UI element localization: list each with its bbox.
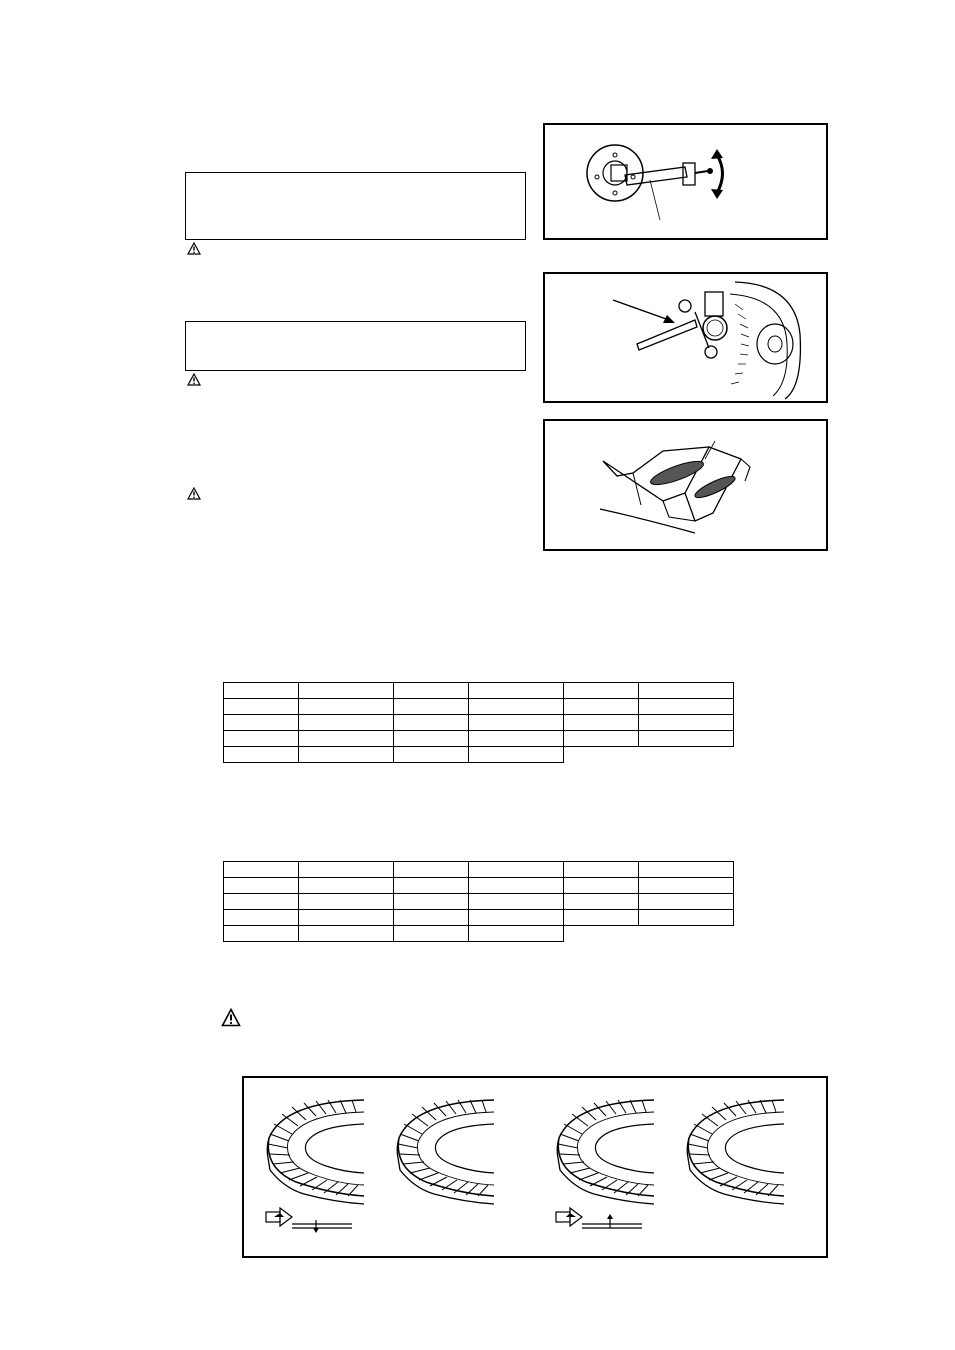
table-cell xyxy=(299,747,394,763)
table-cell xyxy=(564,699,639,715)
warning-triangle-icon xyxy=(221,1008,241,1027)
table-cell xyxy=(564,894,639,910)
table-cell xyxy=(394,699,469,715)
table-cell xyxy=(224,910,299,926)
table-cell xyxy=(224,878,299,894)
figure-tooth-contact xyxy=(543,419,828,551)
table-row xyxy=(224,894,734,910)
spec-table-1 xyxy=(223,682,734,763)
table-cell xyxy=(299,894,394,910)
table-cell xyxy=(469,910,564,926)
table-cell xyxy=(639,878,734,894)
table-cell xyxy=(224,683,299,699)
table-cell xyxy=(564,683,639,699)
table-cell xyxy=(299,862,394,878)
table-cell xyxy=(299,715,394,731)
rotation-arrow-icon xyxy=(717,155,723,193)
pointer-arrow-icon xyxy=(613,300,675,323)
warning-triangle-icon xyxy=(187,373,201,386)
note-box-1 xyxy=(185,172,526,240)
table-row xyxy=(224,699,734,715)
table-cell xyxy=(394,747,469,763)
table-cell xyxy=(224,926,299,942)
table-cell xyxy=(564,910,639,926)
table-cell xyxy=(469,699,564,715)
table-cell xyxy=(639,715,734,731)
table-cell xyxy=(469,862,564,878)
table-cell xyxy=(469,878,564,894)
table-row xyxy=(224,731,734,747)
table-row xyxy=(224,683,734,699)
table-cell xyxy=(224,747,299,763)
table-cell xyxy=(299,910,394,926)
table-cell xyxy=(639,683,734,699)
table-cell xyxy=(639,731,734,747)
warning-triangle-icon xyxy=(187,487,201,500)
table-cell xyxy=(394,894,469,910)
table-cell xyxy=(394,683,469,699)
table-cell xyxy=(394,715,469,731)
table-row xyxy=(224,926,734,942)
table-cell xyxy=(469,926,564,942)
table-cell xyxy=(224,699,299,715)
table-cell xyxy=(224,715,299,731)
table-cell xyxy=(564,715,639,731)
table-cell xyxy=(299,731,394,747)
table-cell xyxy=(299,878,394,894)
table-cell xyxy=(469,683,564,699)
table-cell xyxy=(299,926,394,942)
table-cell xyxy=(299,683,394,699)
table-cell xyxy=(224,862,299,878)
table-cell xyxy=(469,747,564,763)
table-row xyxy=(224,747,734,763)
table-cell xyxy=(564,731,639,747)
table-row xyxy=(224,715,734,731)
warning-triangle-icon xyxy=(187,242,201,255)
table-cell xyxy=(299,699,394,715)
table-cell xyxy=(639,910,734,926)
table-cell xyxy=(564,862,639,878)
table-cell xyxy=(469,731,564,747)
table-row xyxy=(224,910,734,926)
table-cell xyxy=(469,894,564,910)
table-cell xyxy=(224,894,299,910)
table-cell xyxy=(394,878,469,894)
table-cell xyxy=(564,878,639,894)
figure-dial-indicator xyxy=(543,272,828,403)
table-cell xyxy=(394,862,469,878)
figure-torque-wrench xyxy=(543,123,828,240)
table-row xyxy=(224,862,734,878)
table-row xyxy=(224,878,734,894)
table-cell xyxy=(639,894,734,910)
figure-ring-gear-patterns xyxy=(242,1076,828,1258)
table-cell xyxy=(639,699,734,715)
spec-table-2 xyxy=(223,861,734,942)
table-cell xyxy=(224,731,299,747)
table-cell xyxy=(469,715,564,731)
table-cell xyxy=(639,862,734,878)
note-box-2 xyxy=(185,321,526,371)
table-cell xyxy=(394,926,469,942)
table-cell xyxy=(394,910,469,926)
table-cell xyxy=(394,731,469,747)
